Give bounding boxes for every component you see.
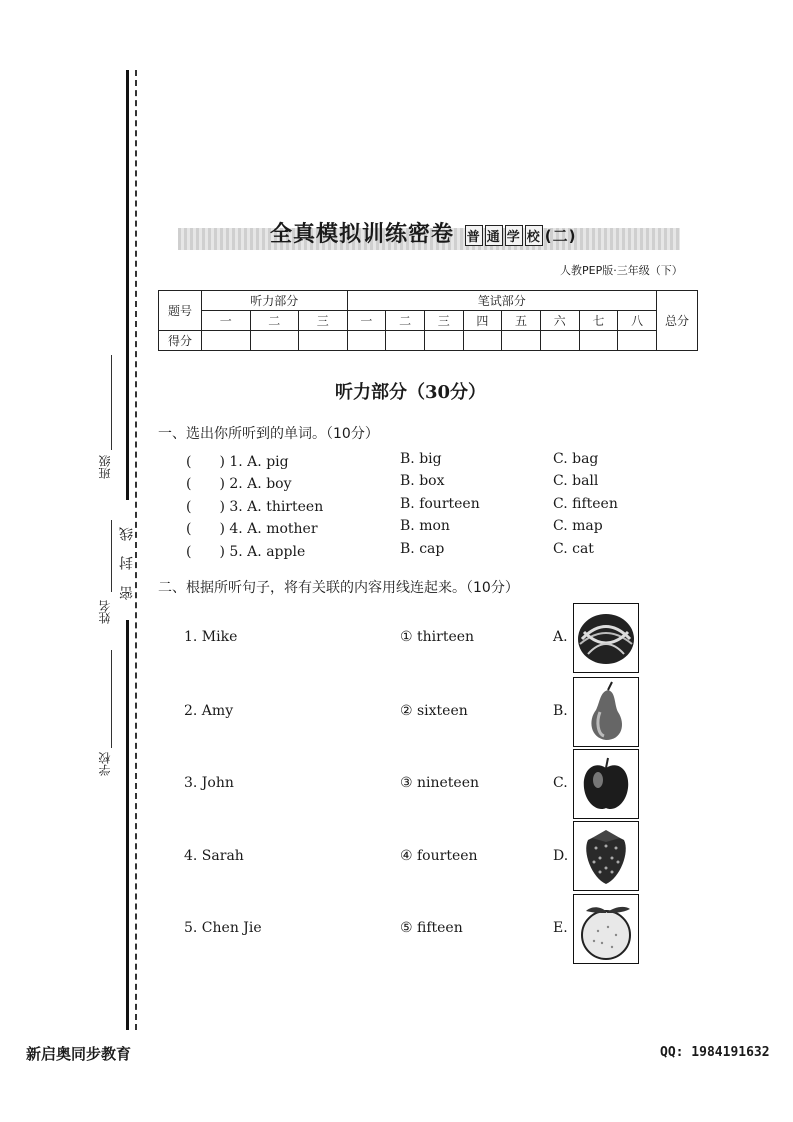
score-cell[interactable] [463,331,502,351]
q1-item-b[interactable]: B. box [400,473,445,489]
q2-letter: B. [553,703,568,719]
q1-title: 一、选出你所听到的单词。（10分） [158,426,379,442]
cut-line [135,70,137,1030]
school-blank[interactable] [111,650,112,748]
seal-char-mi: 密 [119,586,135,600]
col-header: 五 [502,311,541,331]
picture-a[interactable] [573,603,639,673]
col-header: 一 [202,311,251,331]
edition-label: 人教PEP版·三年级（下） [560,264,683,277]
class-label: 班级 [98,455,112,479]
q1-item-c[interactable]: C. cat [553,541,594,557]
title-number: (二) [544,227,577,245]
score-cell[interactable] [502,331,541,351]
score-cell[interactable] [250,331,299,351]
score-cell[interactable] [347,331,386,351]
q1-item-a[interactable]: ( ) 3. A. thirteen [186,499,324,515]
class-blank[interactable] [111,355,112,450]
row-label-number: 题号 [159,291,202,331]
col-header: 四 [463,311,502,331]
binding-line-bottom [126,620,129,1030]
q2-name[interactable]: 4. Sarah [184,848,244,864]
q2-letter: D. [553,848,569,864]
col-header: 一 [347,311,386,331]
tag-char: 普 [465,225,483,246]
q1-item-c[interactable]: C. map [553,518,603,534]
score-table [158,290,698,351]
tag-char: 通 [485,225,503,246]
col-header: 六 [540,311,579,331]
col-header: 三 [299,311,348,331]
apple-icon [574,750,638,818]
score-cell[interactable] [579,331,618,351]
col-header: 二 [250,311,299,331]
picture-b[interactable] [573,677,639,747]
q2-name[interactable]: 3. John [184,775,234,791]
watermelon-icon [574,604,638,672]
title-text: 全真模拟训练密卷 [270,222,455,247]
name-label: 姓名 [98,600,112,624]
footer-publisher: 新启奥同步教育 [26,1045,132,1063]
q2-title: 二、根据所听句子，将有关联的内容用线连起来。（10分） [158,580,519,596]
score-cell[interactable] [424,331,463,351]
pear-icon [574,678,638,746]
score-cell[interactable] [202,331,251,351]
school-label: 学校 [98,752,112,776]
listening-group: 听力部分 [202,291,348,311]
row-label-score: 得分 [159,331,202,351]
q2-letter: A. [553,629,568,645]
binding-line-top [126,70,129,500]
q2-letter: E. [553,920,568,936]
tag-char: 校 [525,225,543,246]
q1-item-a[interactable]: ( ) 5. A. apple [186,544,306,560]
q1-item-b[interactable]: B. fourteen [400,496,480,512]
q1-item-b[interactable]: B. big [400,451,442,467]
picture-e[interactable] [573,894,639,964]
score-cell[interactable] [618,331,657,351]
col-header: 二 [386,311,425,331]
score-cell[interactable] [540,331,579,351]
q1-item-c[interactable]: C. fifteen [553,496,618,512]
q2-number[interactable]: ① thirteen [400,629,475,645]
score-cell[interactable] [386,331,425,351]
seal-char-feng: 封 [119,556,135,570]
col-header: 七 [579,311,618,331]
q1-item-b[interactable]: B. cap [400,541,445,557]
seal-char-xian: 线 [119,527,135,541]
strawberry-icon [574,822,638,890]
q2-name[interactable]: 2. Amy [184,703,234,719]
tag-char: 学 [505,225,523,246]
q2-letter: C. [553,775,568,791]
col-header: 三 [424,311,463,331]
score-cell[interactable] [299,331,348,351]
q2-name[interactable]: 5. Chen Jie [184,920,262,936]
col-header: 八 [618,311,657,331]
section-title: 听力部分（30分） [335,382,487,403]
page-title [270,217,576,248]
footer-contact: QQ: 1984191632 [660,1045,770,1060]
name-blank[interactable] [111,520,112,592]
q1-item-a[interactable]: ( ) 1. A. pig [186,454,289,470]
q1-item-c[interactable]: C. bag [553,451,599,467]
total-label: 总分 [657,291,698,351]
q2-name[interactable]: 1. Mike [184,629,238,645]
q1-item-a[interactable]: ( ) 2. A. boy [186,476,292,492]
q2-number[interactable]: ④ fourteen [400,848,478,864]
writing-group: 笔试部分 [347,291,656,311]
orange-icon [574,895,638,963]
picture-d[interactable] [573,821,639,891]
q2-number[interactable]: ⑤ fifteen [400,920,463,936]
q1-item-a[interactable]: ( ) 4. A. mother [186,521,318,537]
q2-number[interactable]: ② sixteen [400,703,468,719]
q1-item-b[interactable]: B. mon [400,518,450,534]
picture-c[interactable] [573,749,639,819]
q1-item-c[interactable]: C. ball [553,473,599,489]
q2-number[interactable]: ③ nineteen [400,775,480,791]
